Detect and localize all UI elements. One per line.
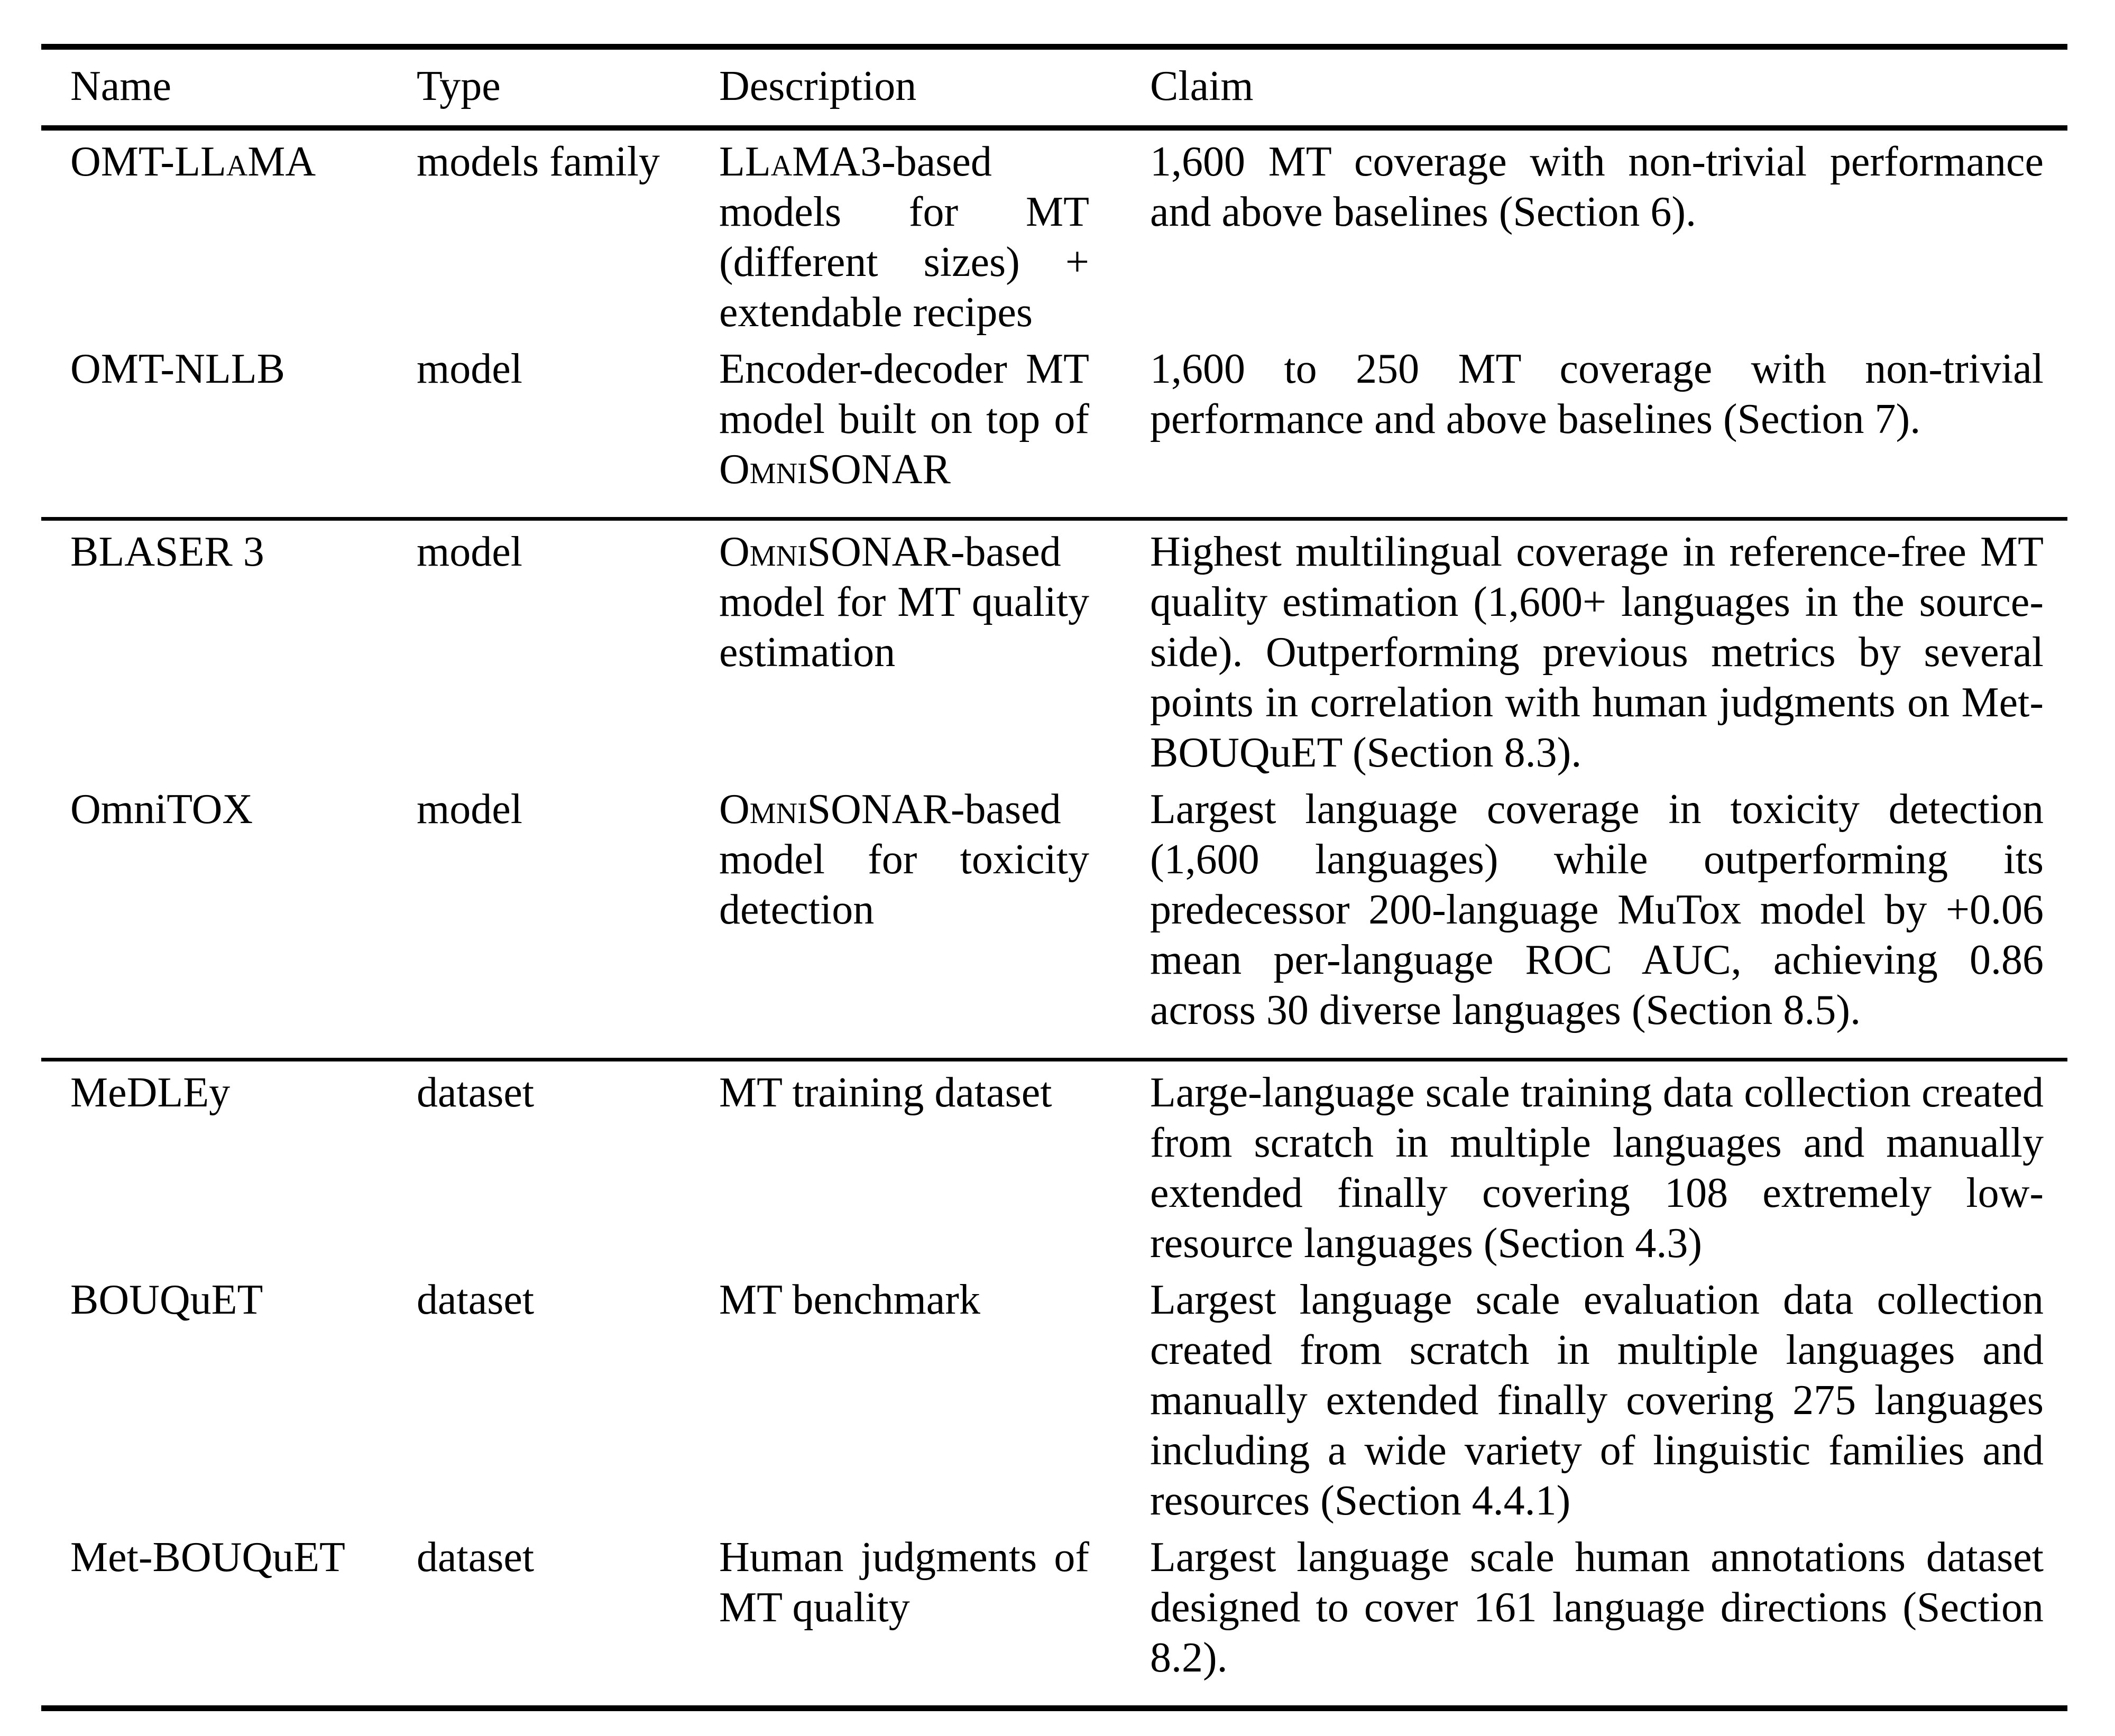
paper-table-container: [41, 44, 2067, 1711]
table-group: [41, 1060, 2067, 1709]
table-row: [41, 778, 2067, 1060]
column-header-type: Type: [417, 63, 501, 109]
cell-name: MeDLEy: [70, 1069, 231, 1116]
cell-type: model: [417, 529, 522, 575]
cell-claim: Largest language coverage in toxicity detection (1,600 languages) while outperforming its predecessor 200-language MuTox model by +0.06 mean per-language ROC AUC, achieving 0.86 across 30 diverse languages (Section 8.5).: [1150, 786, 2044, 1033]
results-table: [41, 44, 2067, 1711]
smallcaps-text: LLaMA: [174, 138, 316, 185]
cell-desc: Human judgments of MT quality: [719, 1534, 1089, 1631]
cell-desc: OmniSONAR-based model for toxicity detection: [719, 786, 1089, 933]
cell-desc: LLaMA3-based models for MT (different sizes) + extendable recipes: [719, 138, 1089, 336]
cell-desc: MT training dataset: [719, 1069, 1052, 1116]
cell-type: model: [417, 346, 522, 392]
cell-name: OMT-NLLB: [70, 346, 285, 392]
smallcaps-text: OmniSONAR: [719, 529, 951, 575]
cell-type: model: [417, 786, 522, 833]
smallcaps-text: OmniSONAR: [719, 446, 951, 493]
cell-name: BOUQuET: [70, 1277, 263, 1323]
cell-name: Met-BOUQuET: [70, 1534, 345, 1581]
table-row: [41, 338, 2067, 519]
cell-desc: Encoder-decoder MT model built on top of OmniSONAR: [719, 346, 1089, 493]
table-row: [41, 519, 2067, 779]
table-header: [41, 47, 2067, 128]
column-header-description: Description: [719, 63, 917, 109]
cell-desc: MT benchmark: [719, 1277, 980, 1323]
table-row: [41, 1060, 2067, 1269]
table-row: [41, 1269, 2067, 1526]
cell-claim: 1,600 MT coverage with non-trivial performance and above baselines (Section 6).: [1150, 138, 2044, 235]
cell-name: OmniTOX: [70, 786, 253, 833]
table-row: [41, 1526, 2067, 1709]
cell-type: dataset: [417, 1534, 535, 1581]
cell-claim: Largest language scale human annotations dataset designed to cover 161 language directions (Section 8.2).: [1150, 1534, 2044, 1681]
cell-claim: Largest language scale evaluation data collection created from scratch in multiple languages and manually extended finally covering 275 languages including a wide variety of linguistic families and resources (Section 4.4.1): [1150, 1277, 2044, 1524]
table-group: [41, 519, 2067, 1060]
smallcaps-text: OmniSONAR: [719, 786, 951, 833]
column-header-name: Name: [70, 63, 172, 109]
column-header-claim: Claim: [1150, 63, 1254, 109]
cell-type: models family: [417, 138, 660, 185]
header-row: [41, 47, 2067, 128]
cell-claim: 1,600 to 250 MT coverage with non-trivial performance and above baselines (Section 7).: [1150, 346, 2044, 442]
table-group: [41, 128, 2067, 519]
table-row: [41, 128, 2067, 338]
cell-name: BLASER 3: [70, 529, 264, 575]
cell-desc: OmniSONAR-based model for MT quality estimation: [719, 529, 1089, 676]
cell-claim: Large-language scale training data collection created from scratch in multiple languages and manually extended finally covering 108 extremely low-resource languages (Section 4.3): [1150, 1069, 2044, 1267]
cell-type: dataset: [417, 1277, 535, 1323]
cell-name: OMT-LLaMA: [70, 138, 316, 185]
cell-claim: Highest multilingual coverage in reference-free MT quality estimation (1,600+ languages in the source-side). Outperforming previous metrics by several points in correlation with human judgments on Met-BOUQuET (Section 8.3).: [1150, 529, 2044, 776]
smallcaps-text: LLaMA: [719, 138, 861, 185]
cell-type: dataset: [417, 1069, 535, 1116]
